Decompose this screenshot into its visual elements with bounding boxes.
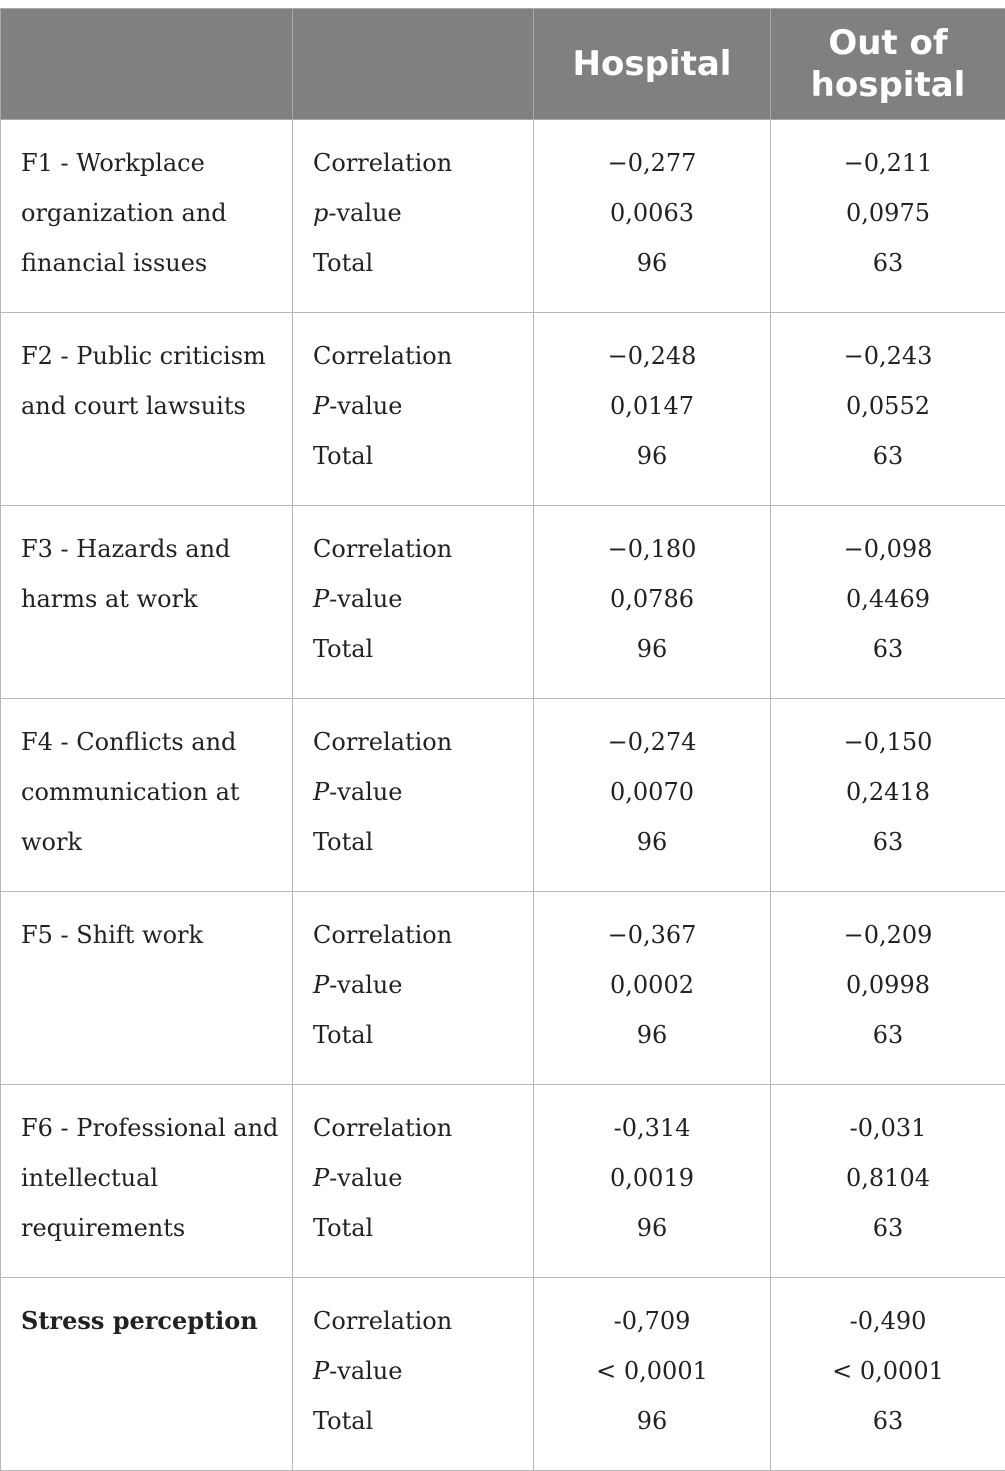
- factor-cell: F3 - Hazards and harms at work: [1, 506, 293, 699]
- table-row: [1, 1085, 1005, 1278]
- factor-cell: F6 - Professional and intellectual requirements: [1, 1085, 293, 1278]
- hospital-values-cell: -0,314 0,0019 96: [534, 1085, 771, 1278]
- hospital-values-cell: −0,277 0,0063 96: [534, 120, 771, 313]
- factor-cell: F4 - Conflicts and communication at work: [1, 699, 293, 892]
- header-cell-factor: [1, 9, 293, 120]
- hospital-values-cell: −0,248 0,0147 96: [534, 313, 771, 506]
- factor-cell: F2 - Public criticism and court lawsuits: [1, 313, 293, 506]
- metric-cell: Correlation P-value Total: [293, 892, 534, 1085]
- hospital-values-cell: −0,180 0,0786 96: [534, 506, 771, 699]
- out-of-hospital-values-cell: −0,243 0,0552 63: [771, 313, 1005, 506]
- table-header: [1, 9, 1005, 120]
- header-cell-metric: [293, 9, 534, 120]
- table-row: [1, 699, 1005, 892]
- out-of-hospital-values-cell: -0,490 < 0,0001 63: [771, 1278, 1005, 1471]
- out-of-hospital-values-cell: −0,211 0,0975 63: [771, 120, 1005, 313]
- hospital-values-cell: −0,274 0,0070 96: [534, 699, 771, 892]
- header-cell-hospital: Hospital: [534, 9, 771, 120]
- metric-cell: Correlation P-value Total: [293, 699, 534, 892]
- table-row: [1, 313, 1005, 506]
- out-of-hospital-values-cell: −0,209 0,0998 63: [771, 892, 1005, 1085]
- metric-cell: Correlation P-value Total: [293, 1278, 534, 1471]
- metric-cell: Correlation P-value Total: [293, 313, 534, 506]
- out-of-hospital-values-cell: −0,150 0,2418 63: [771, 699, 1005, 892]
- out-of-hospital-values-cell: -0,031 0,8104 63: [771, 1085, 1005, 1278]
- metric-cell: Correlation P-value Total: [293, 1085, 534, 1278]
- header-cell-out-of-hospital: Out of hospital: [771, 9, 1005, 120]
- metric-cell: Correlation P-value Total: [293, 506, 534, 699]
- hospital-values-cell: -0,709 < 0,0001 96: [534, 1278, 771, 1471]
- metric-cell: Correlation p-value Total: [293, 120, 534, 313]
- table-row: [1, 506, 1005, 699]
- hospital-values-cell: −0,367 0,0002 96: [534, 892, 771, 1085]
- table-row: [1, 1278, 1005, 1471]
- out-of-hospital-values-cell: −0,098 0,4469 63: [771, 506, 1005, 699]
- factor-cell: F1 - Workplace organization and financial issues: [1, 120, 293, 313]
- factor-cell: F5 - Shift work: [1, 892, 293, 1085]
- factor-cell: Stress perception: [1, 1278, 293, 1471]
- correlation-table: [0, 8, 1005, 1471]
- table-row: [1, 892, 1005, 1085]
- table-row: [1, 120, 1005, 313]
